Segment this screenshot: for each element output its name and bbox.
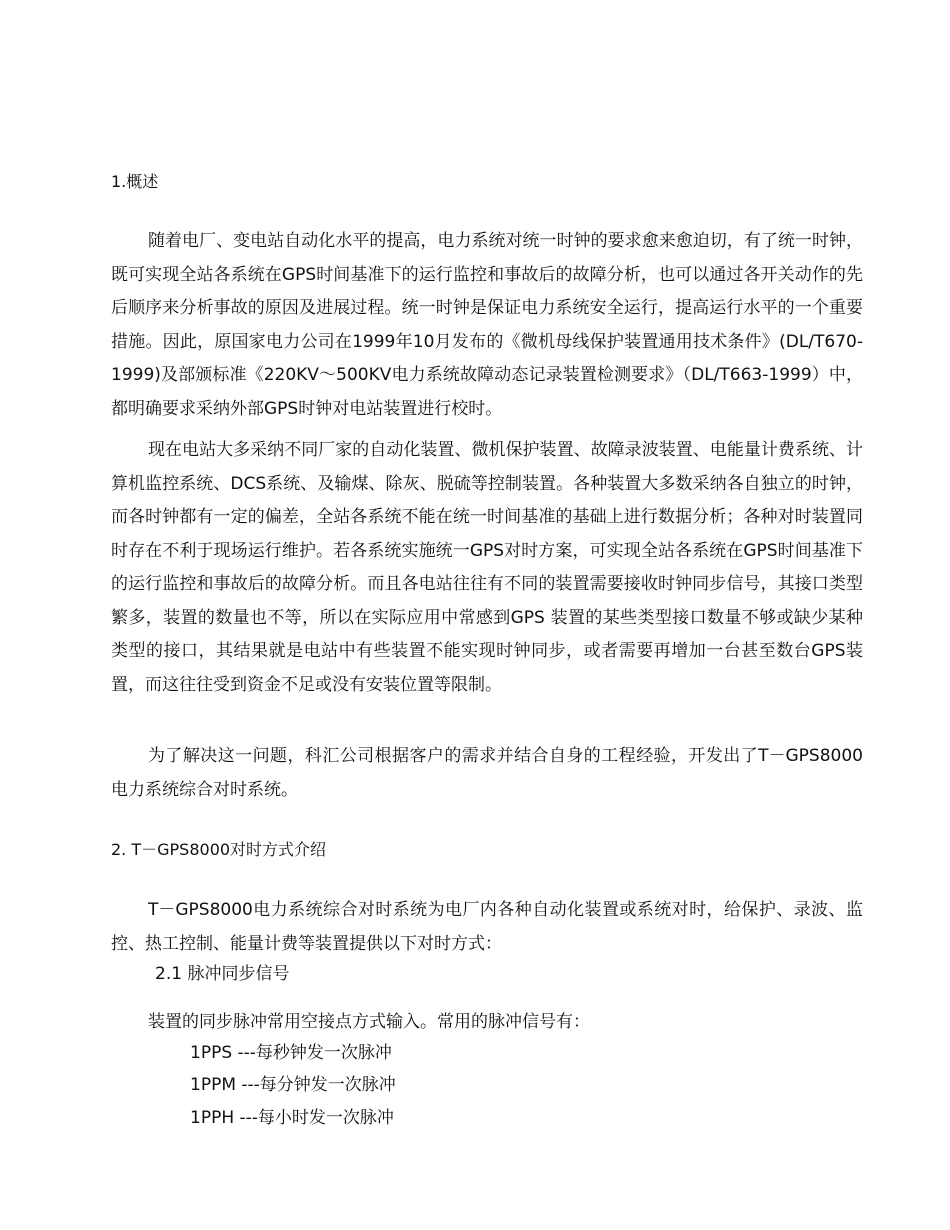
section-2-heading: 2. T－GPS8000对时方式介绍 [111,840,327,859]
paragraph-intro: T－GPS8000电力系统综合对时系统为电厂内各种自动化装置或系统对时，给保护、录波、监控、热工控制、能量计费等装置提供以下对时方式： [111,900,863,954]
pulse-item-1ppm: 1PPM ---每分钟发一次脉冲 [190,1075,396,1095]
section-1-heading: 1.概述 [111,172,159,191]
paragraph-overview-3: 为了解决这一问题，科汇公司根据客户的需求并结合自身的工程经验，开发出了T－GPS8000电力系统综合对时系统。 [111,746,863,800]
subsection-text: 装置的同步脉冲常用空接点方式输入。常用的脉冲信号有： [148,1012,590,1032]
paragraph-overview-1: 随着电厂、变电站自动化水平的提高，电力系统对统一时钟的要求愈来愈迫切，有了统一时钟，既可实现全站各系统在GPS时间基准下的运行监控和事故后的故障分析，也可以通过各开关动作的先后顺序来分析事故的原因及进展过程。统一时钟是保证电力系统安全运行，提高运行水平的一个重要措施。因此，原国家电力公司在1999年10月发布的《微机母线保护装置通用技术条件》(DL/T670-1999)及部颁标准《220KV～500KV电力系统故障动态记录装置检测要求》（DL/T663-1999）中，都明确要求采纳外部GPS时钟对电站装置进行校时。 [111,231,863,419]
paragraph-overview-2: 现在电站大多采纳不同厂家的自动化装置、微机保护装置、故障录波装置、电能量计费系统、计算机监控系统、DCS系统、及输煤、除灰、脱硫等控制装置。各种装置大多数采纳各自独立的时钟，而各时钟都有一定的偏差，全站各系统不能在统一时间基准的基础上进行数据分析；各种对时装置同时存在不利于现场运行维护。若各系统实施统一GPS对时方案，可实现全站各系统在GPS时间基准下的运行监控和事故后的故障分析。而且各电站往往有不同的装置需要接收时钟同步信号，其接口类型繁多，装置的数量也不等，所以在实际应用中常感到GPS 装置的某些类型接口数量不够或缺少某种类型的接口，其结果就是电站中有些装置不能实现时钟同步，或者需要再增加一台甚至数台GPS装置，而这往往受到资金不足或没有安装位置等限制。 [111,440,863,695]
pulse-item-1pps: 1PPS ---每秒钟发一次脉冲 [190,1043,392,1063]
pulse-item-1pph: 1PPH ---每小时发一次脉冲 [190,1108,394,1128]
subsection-title: 2.1 脉冲同步信号 [155,964,290,984]
